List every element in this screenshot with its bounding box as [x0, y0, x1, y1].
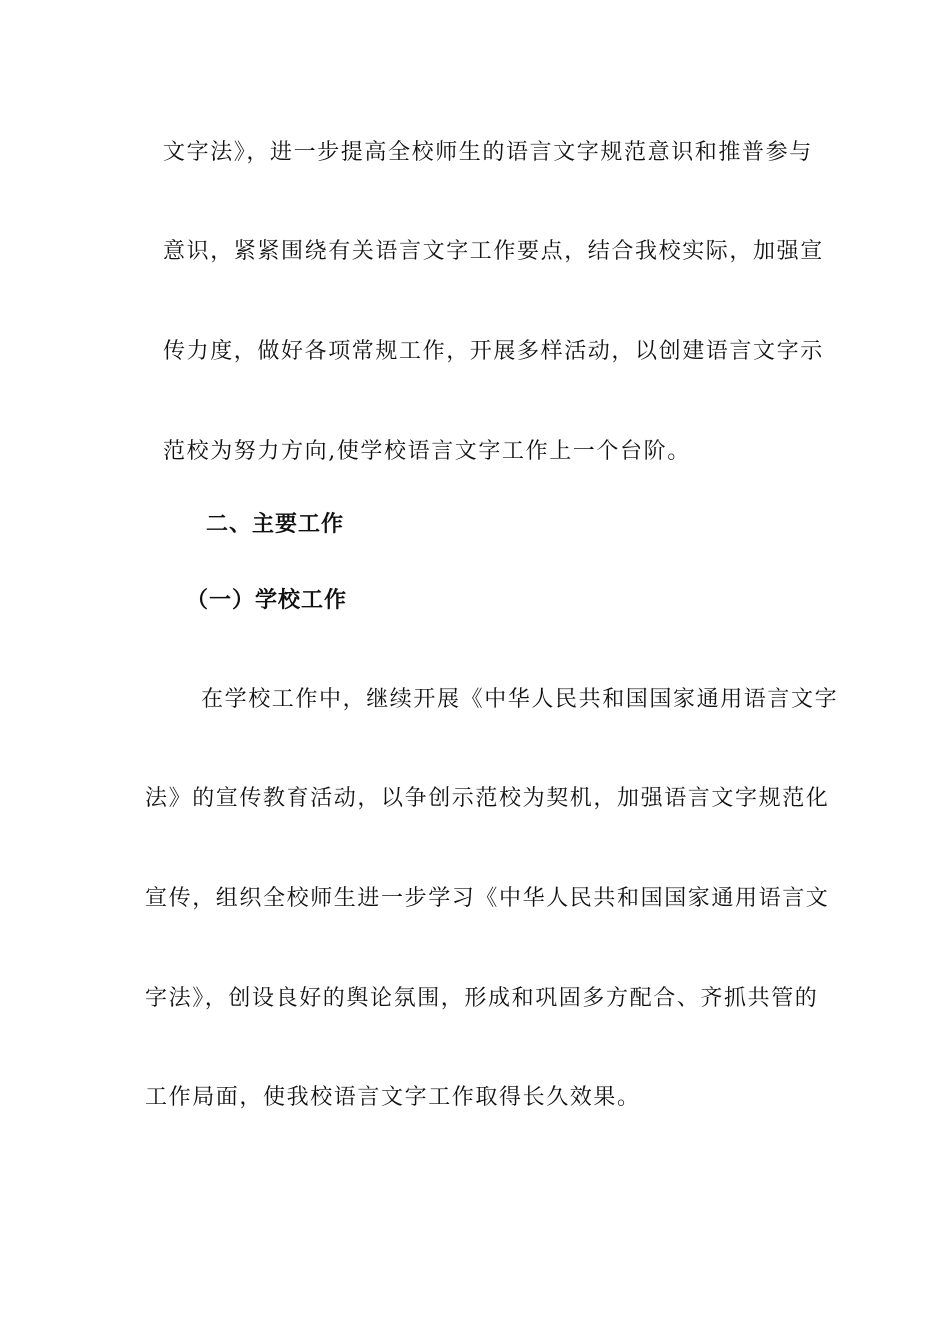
paragraph-line: 工作局面，使我校语言文字工作取得长久效果。 — [145, 1085, 641, 1110]
paragraph-line: 宣传，组织全校师生进一步学习《中华人民共和国国家通用语言文 — [145, 886, 830, 911]
paragraph-line: 文字法》，进一步提高全校师生的语言文字规范意识和推普参与 — [163, 140, 813, 165]
paragraph-line: 传力度，做好各项常规工作，开展多样活动，以创建语言文字示 — [163, 339, 824, 364]
paragraph-line: 意识，紧紧围绕有关语言文字工作要点，结合我校实际，加强宣 — [163, 239, 824, 264]
section-heading: 二、主要工作 — [206, 512, 345, 537]
paragraph-line: 字法》，创设良好的舆论氛围，形成和巩固多方配合、齐抓共管的 — [145, 986, 819, 1011]
paragraph-line: 范校为努力方向,使学校语言文字工作上一个台阶。 — [163, 439, 691, 464]
paragraph-line: 在学校工作中，继续开展《中华人民共和国国家通用语言文字 — [201, 687, 839, 712]
subsection-heading: （一）学校工作 — [186, 588, 348, 613]
paragraph-line: 法》的宣传教育活动，以争创示范校为契机，加强语言文字规范化 — [145, 786, 830, 811]
